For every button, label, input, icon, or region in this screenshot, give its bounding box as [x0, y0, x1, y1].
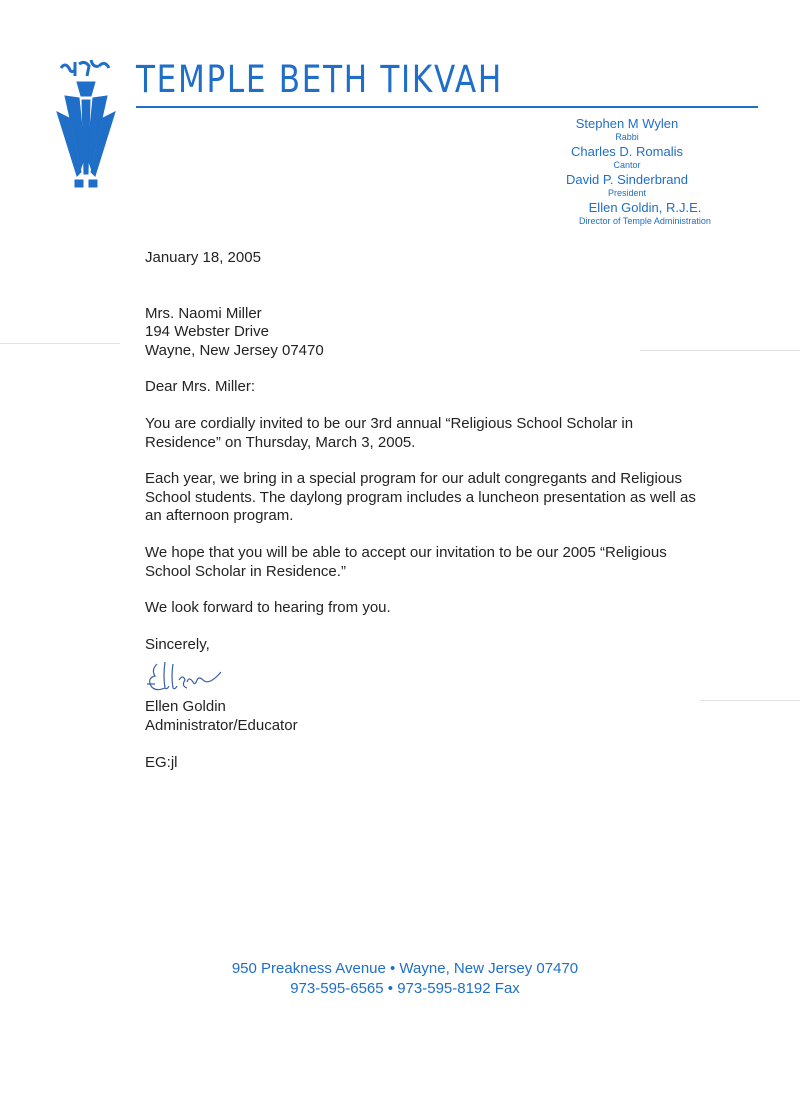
- staff-role: President: [607, 188, 647, 198]
- staff-role: Director of Temple Administration: [579, 216, 711, 226]
- handwritten-signature: [143, 658, 233, 698]
- paragraph: We look forward to hearing from you.: [145, 599, 391, 617]
- signer-block: [145, 698, 705, 735]
- staff-entry: [487, 172, 767, 200]
- staff-name: Stephen M Wylen: [575, 116, 679, 131]
- closing: Sincerely,: [145, 635, 210, 653]
- letterhead-org-name: TEMPLE BETH TIKVAH: [136, 58, 503, 101]
- staff-name: Ellen Goldin, R.J.E.: [588, 200, 702, 215]
- footer-address: 950 Preakness Avenue • Wayne, New Jersey 07470: [231, 960, 579, 977]
- signer-name: Ellen Goldin: [145, 698, 226, 716]
- scan-artifact: [640, 350, 800, 351]
- signer-title: Administrator/Educator: [145, 716, 298, 734]
- staff-role: Cantor: [613, 160, 641, 170]
- letterhead-divider: [136, 106, 758, 108]
- paragraph: Each year, we bring in a special program for our adult congregants and Religious School students. The daylong program includes a luncheon presentation as well as an afternoon program.: [145, 470, 696, 525]
- recipient-street: 194 Webster Drive: [145, 323, 269, 341]
- letterhead-footer: [0, 959, 800, 999]
- staff-list: [487, 116, 767, 228]
- recipient-address: [145, 305, 705, 361]
- scan-artifact: [0, 343, 120, 344]
- menorah-figure-logo-icon: [55, 56, 117, 196]
- letter-body: [145, 249, 705, 772]
- staff-entry: [487, 116, 767, 144]
- recipient-name: Mrs. Naomi Miller: [145, 304, 262, 322]
- staff-entry: [505, 200, 785, 228]
- letter-date: January 18, 2005: [145, 249, 261, 266]
- salutation: Dear Mrs. Miller:: [145, 378, 256, 396]
- scan-artifact: [700, 700, 800, 701]
- paragraph: We hope that you will be able to accept our invitation to be our 2005 “Religious School Scholar in Residence.”: [145, 543, 667, 580]
- staff-name: Charles D. Romalis: [571, 144, 683, 159]
- paragraph: You are cordially invited to be our 3rd annual “Religious School Scholar in Residence” on Thursday, March 3, 2005.: [145, 414, 634, 451]
- footer-phones: 973-595-6565 • 973-595-8192 Fax: [290, 980, 520, 997]
- staff-name: David P. Sinderbrand: [566, 172, 688, 187]
- staff-entry: [487, 144, 767, 172]
- recipient-city: Wayne, New Jersey 07470: [145, 341, 324, 359]
- reference-initials: EG:jl: [145, 753, 178, 771]
- staff-role: Rabbi: [615, 132, 639, 142]
